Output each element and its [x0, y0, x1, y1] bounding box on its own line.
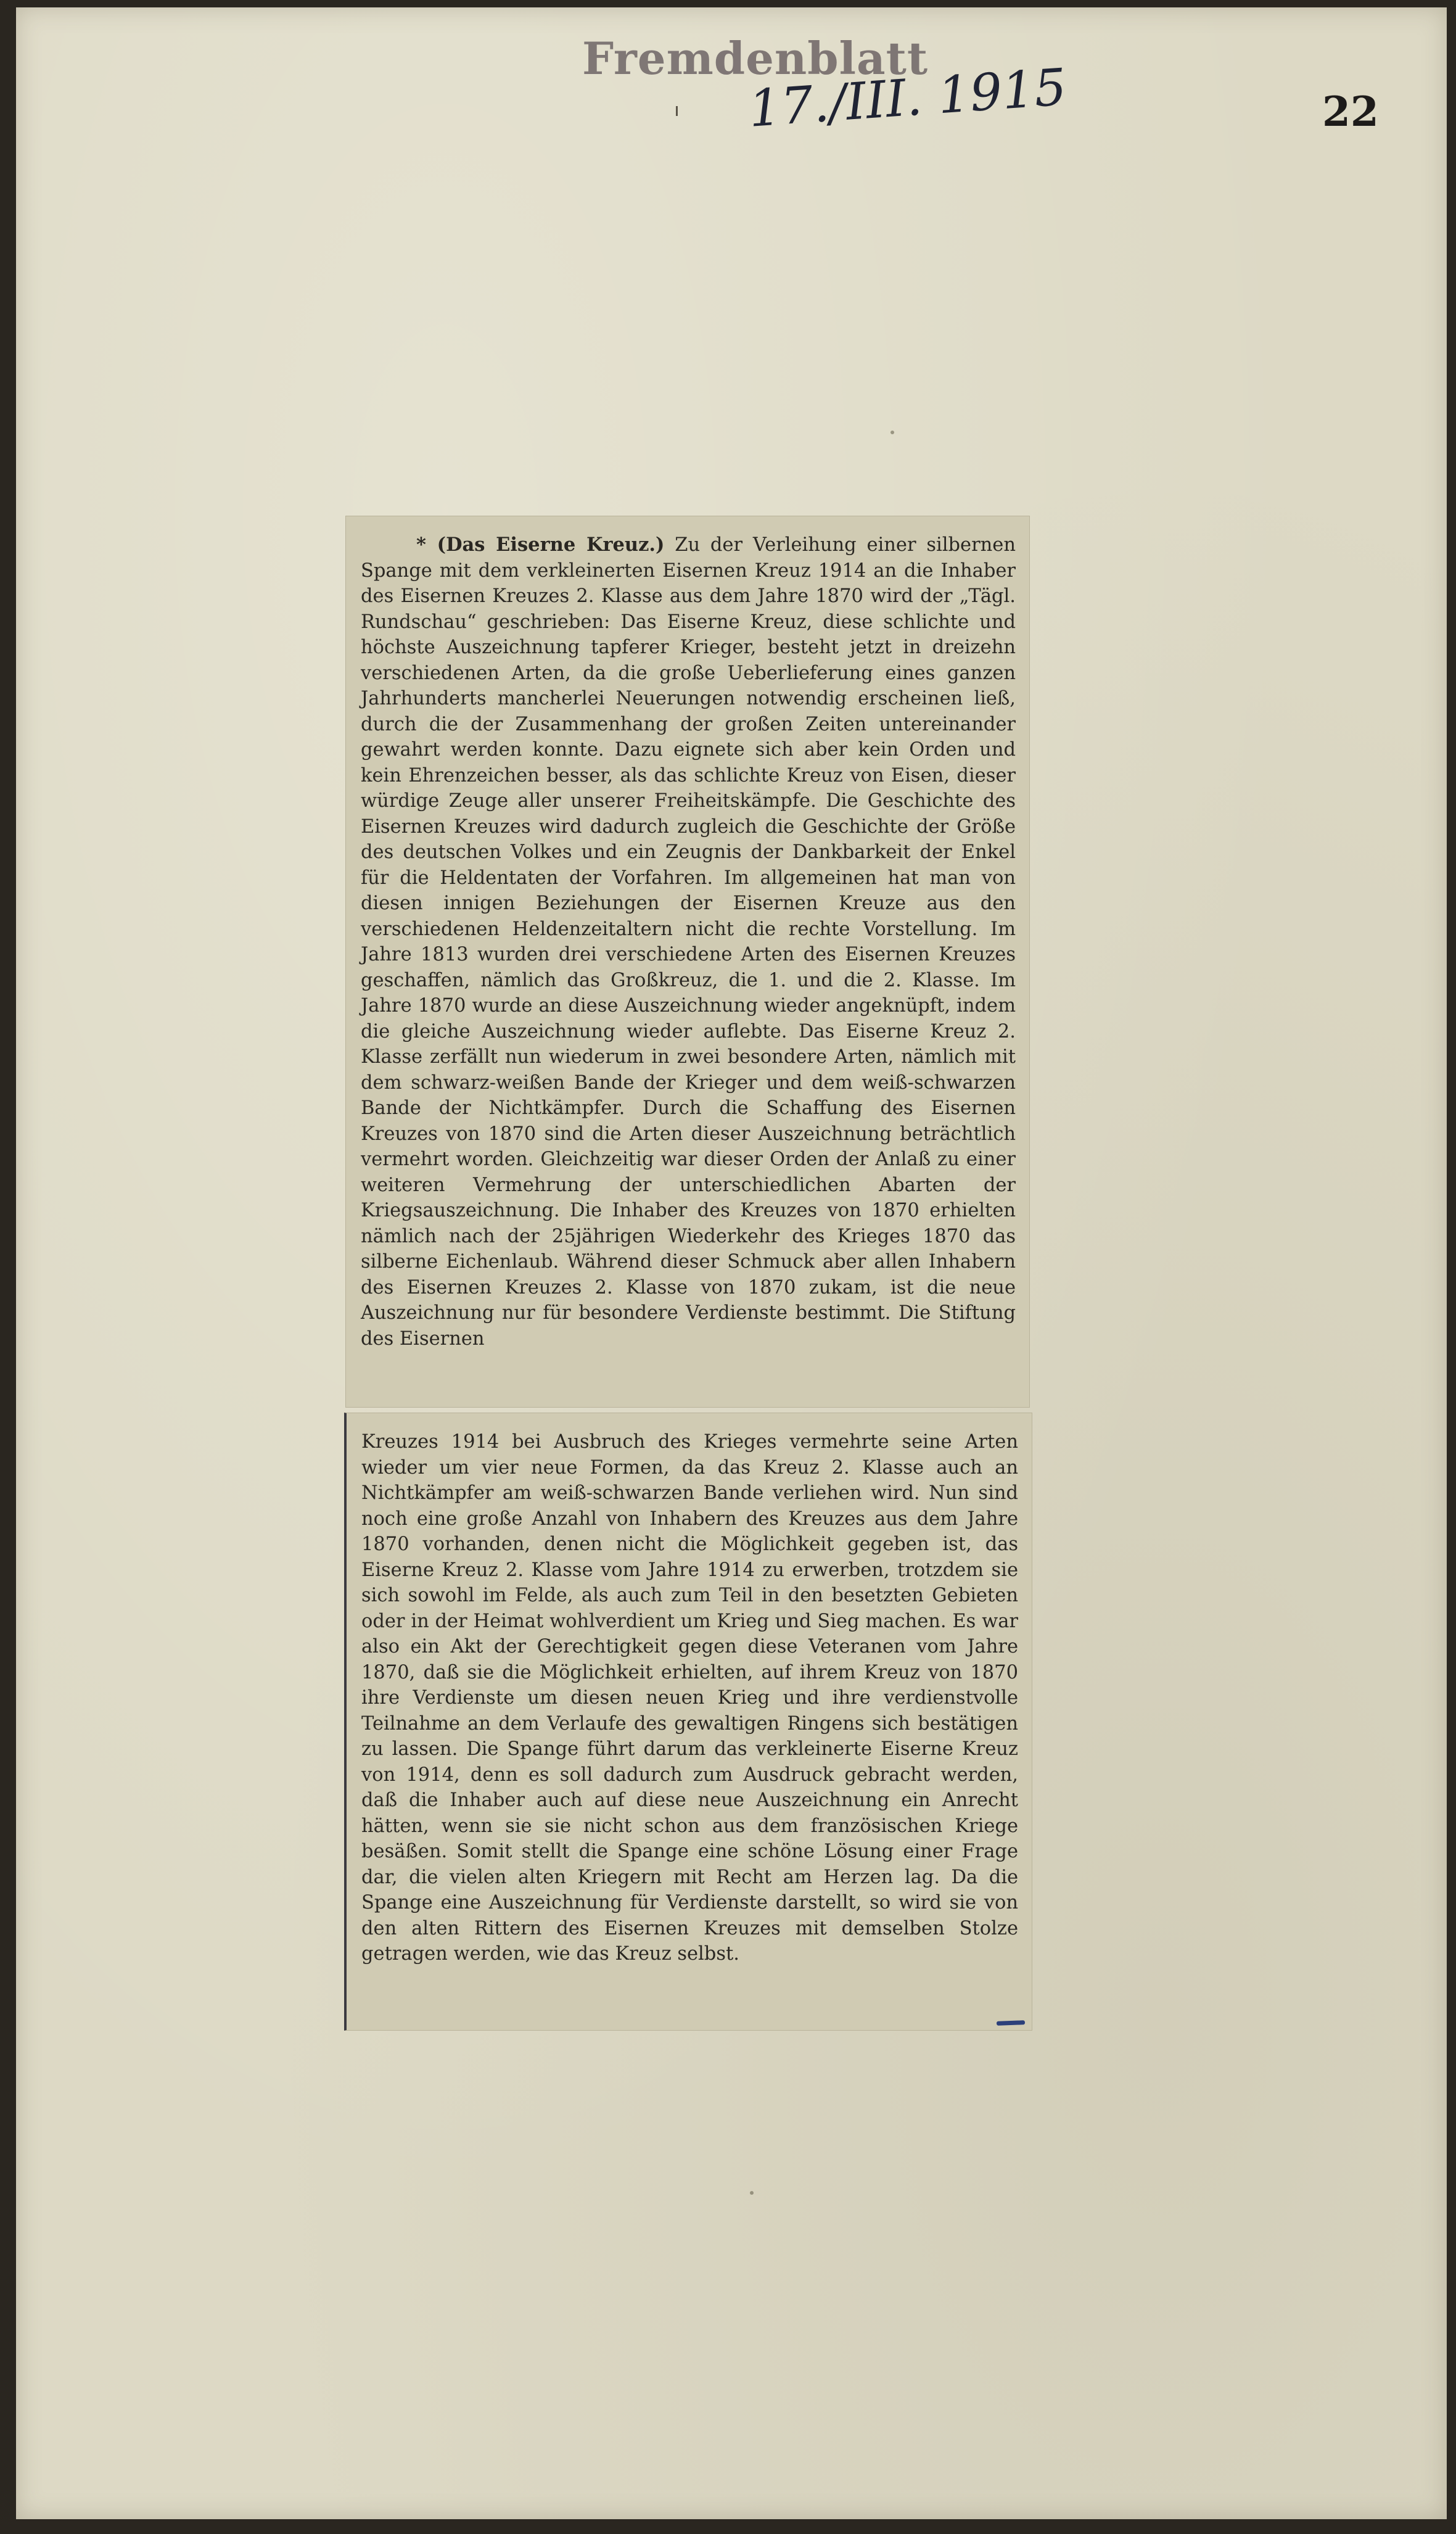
article-paragraph-1 [361, 532, 1016, 1352]
newspaper-clipping-part-2 [344, 1413, 1032, 2031]
paper-speck [890, 431, 894, 434]
paper-speck [750, 2191, 754, 2195]
newspaper-clipping-part-1 [345, 516, 1030, 1408]
newspaper-stamp: Fremdenblatt [582, 32, 929, 85]
article-text-part-2: Kreuzes 1914 bei Ausbruch des Krieges vermehrte seine Arten wieder um vier neue Formen, da das Kreuz 2. Klasse auch an Nichtkämpfer am weiß-schwarzen Bande verliehen wird. Nun sind noch eine große Anzahl von Inhabern des Kreuzes aus dem Jahre 1870 vorhanden, denen nicht die Möglichkeit gegeben ist, das Eiserne Kreuz 2. Klasse vom Jahre 1914 zu erwerben, trotzdem sie sich sowohl im Felde, als auch zum Teil in den besetzten Gebieten oder in der Heimat wohlverdient um Krieg und Sieg machen. Es war also ein Akt der Gerechtigkeit gegen diese Veteranen vom Jahre 1870, daß sie die Möglichkeit erhielten, auf ihrem Kreuz von 1870 ihre Verdienste um diesen neuen Krieg und ihre verdienstvolle Teilnahme an dem Verlaufe des gewaltigen Ringens sich bestätigen zu lassen. Die Spange führt darum das verkleinerte Eiserne Kreuz von 1914, denn es soll dadurch zum Ausdruck gebracht werden, daß die Inhaber auch auf diese neue Auszeichnung ein Anrecht hätten, wenn sie sie nicht schon aus dem französischen Kriege besäßen. Somit stellt die Spange eine schöne Lösung einer Frage dar, die vielen alten Kriegern mit Recht am Herzen lag. Da die Spange eine Auszeichnung für Verdienste darstellt, so wird sie von den alten Rittern des Eisernen Kreuzes mit demselben Stolze getragen werden, wie das Kreuz selbst. [361, 1431, 1018, 1965]
article-lead: * (Das Eiserne Kreuz.) [416, 534, 665, 556]
page-number: 22 [1322, 88, 1379, 136]
handwritten-date: 17./III. 1915 [747, 58, 1069, 139]
pencil-mark [676, 106, 678, 116]
article-text-part-1: Zu der Verleihung einer silbernen Spange mit dem verkleinerten Eisernen Kreuz 1914 an die Inhaber des Eisernen Kreuzes 2. Klasse aus dem Jahre 1870 wird der „Tägl. Rundschau“ geschrieben: Das Eiserne Kreuz, diese schlichte und höchste Auszeichnung tapferer Krieger, besteht jetzt in dreizehn verschiedenen Arten, da die große Ueberlieferung eines ganzen Jahrhunderts mancherlei Neuerungen notwendig erscheinen ließ, durch die der Zusammenhang der großen Zeiten untereinander gewahrt werden konnte. Dazu eignete sich aber kein Orden und kein Ehrenzeichen besser, als das schlichte Kreuz von Eisen, dieser würdige Zeuge aller unserer Freiheitskämpfe. Die Geschichte des Eisernen Kreuzes wird dadurch zugleich die Geschichte der Größe des deutschen Volkes und ein Zeugnis der Dankbarkeit der Enkel für die Heldentaten der Vorfahren. Im allgemeinen hat man von diesen innigen Beziehungen der Eisernen Kreuze aus den verschiedenen Heldenzeitaltern nicht die rechte Vorstellung. Im Jahre 1813 wurden drei verschiedene Arten des Eisernen Kreuzes geschaffen, nämlich das Großkreuz, die 1. und die 2. Klasse. Im Jahre 1870 wurde an diese Auszeichnung wieder angeknüpft, indem die gleiche Auszeichnung wieder auflebte. Das Eiserne Kreuz 2. Klasse zerfällt nun wiederum in zwei besondere Arten, nämlich mit dem schwarz-weißen Bande der Krieger und dem weiß-schwarzen Bande der Nichtkämpfer. Durch die Schaffung des Eisernen Kreuzes von 1870 sind die Arten dieser Auszeichnung beträchtlich vermehrt worden. Gleichzeitig war dieser Orden der Anlaß zu einer weiteren Vermehrung der unterschiedlichen Abarten der Kriegsauszeichnung. Die Inhaber des Kreuzes von 1870 erhielten nämlich nach der 25jährigen Wiederkehr des Krieges 1870 das silberne Eichenlaub. Während dieser Schmuck aber allen Inhabern des Eisernen Kreuzes 2. Klasse von 1870 zukam, ist die neue Auszeichnung nur für besondere Verdienste bestimmt. Die Stiftung des Eisernen [361, 534, 1016, 1350]
